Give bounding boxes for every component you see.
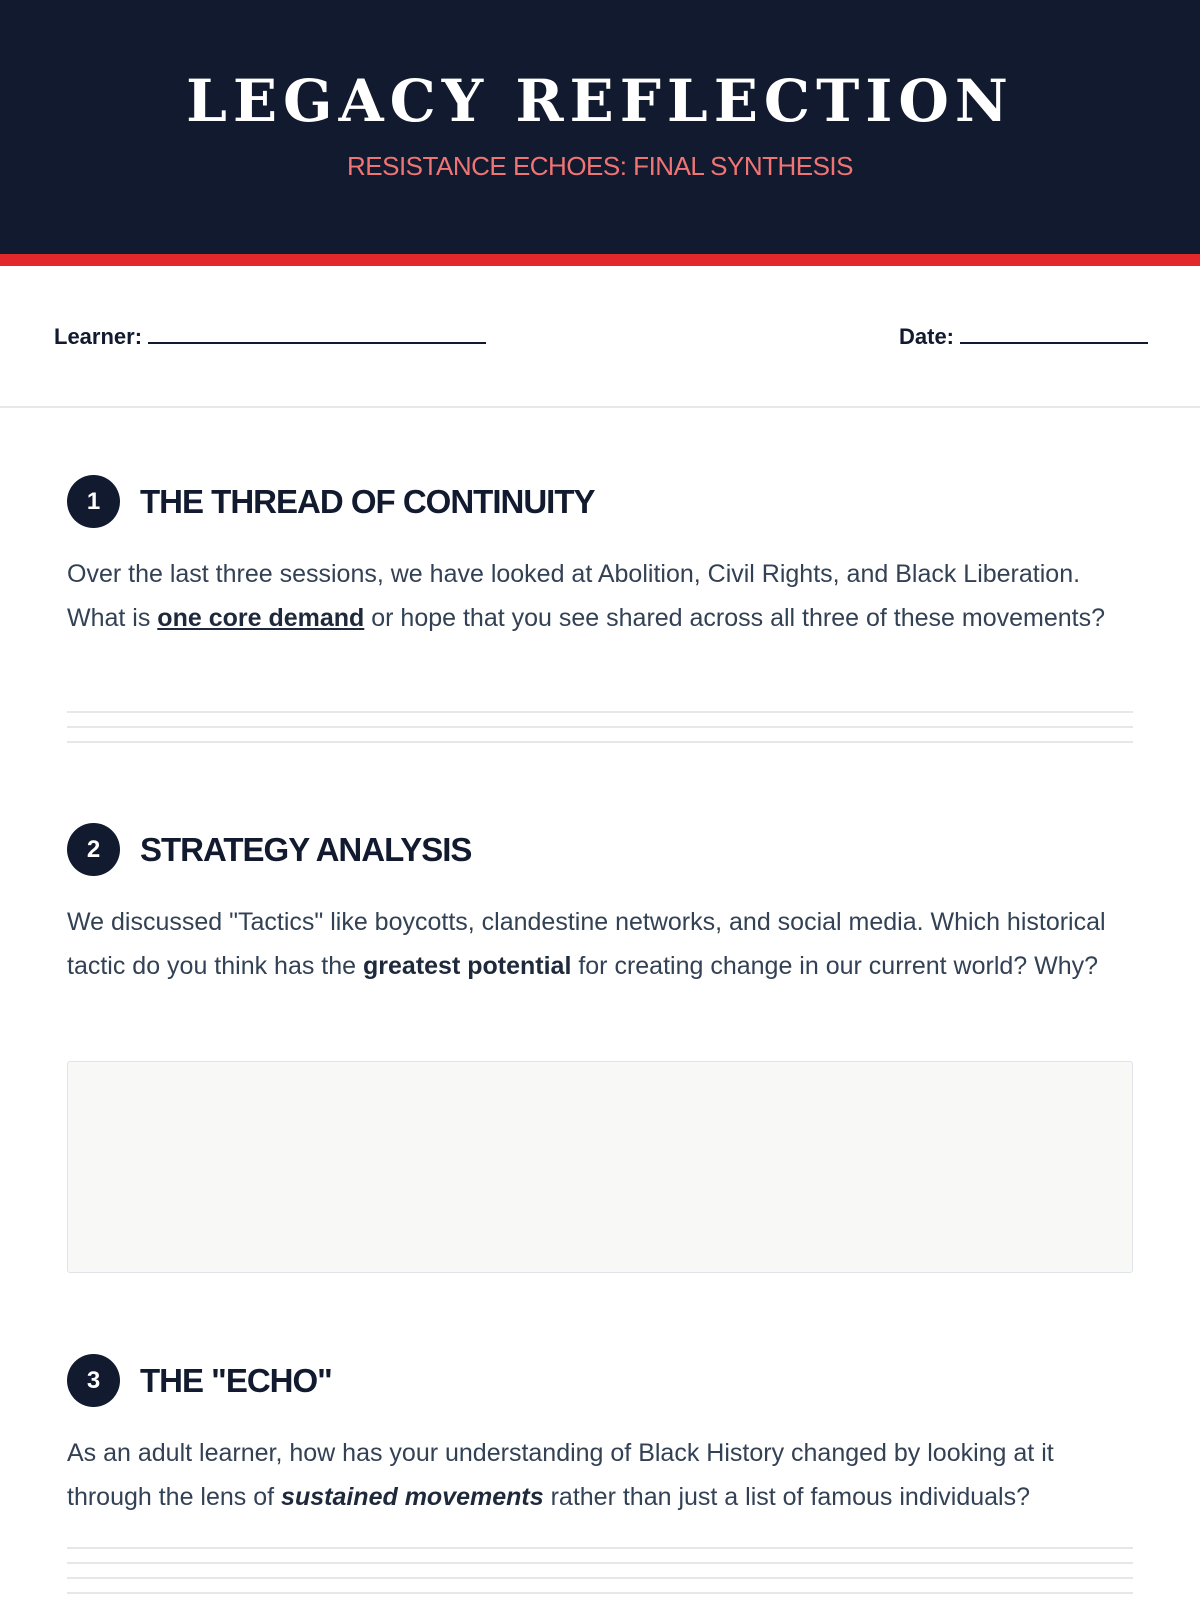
section-number-badge: 1 [67, 475, 120, 528]
answer-line [67, 726, 1133, 728]
prompt-text: rather than just a list of famous individuals? [543, 1482, 1031, 1511]
answer-line [67, 741, 1133, 743]
section-title: THE THREAD OF CONTINUITY [140, 483, 595, 520]
section-prompt [67, 553, 1133, 640]
prompt-text: Over the last three sessions, we have looked at Abolition, Civil Rights, and Black Liberation. What is [67, 560, 1081, 632]
section-number-badge: 3 [67, 1354, 120, 1407]
header-accent-rule [0, 254, 1200, 266]
section-divider [0, 406, 1200, 408]
prompt-emphasis: sustained movements [281, 1482, 544, 1511]
prompt-text: We discussed "Tactics" like boycotts, clandestine networks, and social media. Which historical tactic do you think has the [67, 908, 1106, 980]
answer-line [67, 711, 1133, 713]
section-prompt [67, 901, 1133, 988]
section-title: THE "ECHO" [140, 1362, 332, 1399]
document-title: LEGACY REFLECTION [186, 67, 1014, 135]
answer-line [67, 1577, 1133, 1579]
answer-line [67, 1547, 1133, 1549]
section-number-badge: 2 [67, 823, 120, 876]
date-label: Date: [899, 324, 955, 349]
learner-blank-line[interactable] [148, 324, 486, 344]
date-field[interactable] [899, 322, 1148, 352]
prompt-text: As an adult learner, how has your understanding of Black History changed by looking at it through the lens of [67, 1439, 1054, 1511]
answer-line [67, 1592, 1133, 1594]
section-prompt [67, 1432, 1133, 1519]
learner-field[interactable] [54, 322, 486, 352]
answer-box[interactable] [67, 1061, 1133, 1273]
prompt-text: for creating change in our current world? Why? [571, 951, 1099, 980]
section-title: STRATEGY ANALYSIS [140, 831, 472, 868]
prompt-emphasis: greatest potential [363, 951, 572, 980]
answer-line [67, 1562, 1133, 1564]
page-header [0, 0, 1200, 254]
learner-label: Learner: [54, 324, 143, 349]
date-blank-line[interactable] [960, 324, 1148, 344]
prompt-text: or hope that you see shared across all three of these movements? [364, 603, 1105, 632]
prompt-emphasis: one core demand [157, 603, 365, 632]
document-subtitle: RESISTANCE ECHOES: FINAL SYNTHESIS [347, 151, 853, 181]
